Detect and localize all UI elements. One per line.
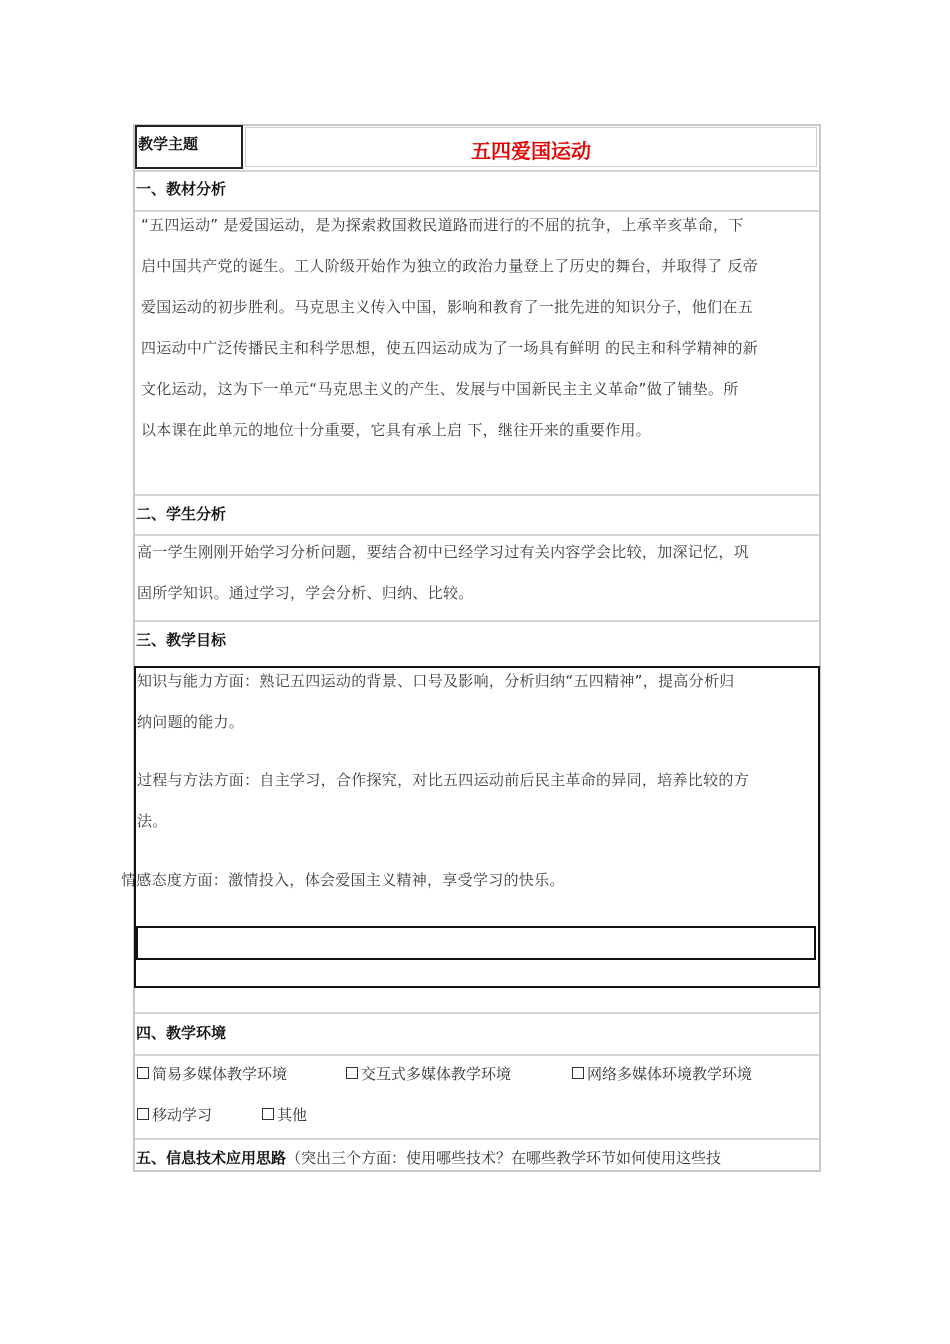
- paragraph-line: 启中国共产党的诞生。工人阶级开始作为独立的政治力量登上了历史的舞台，并取得了 反帝: [141, 257, 759, 275]
- checkbox-icon[interactable]: [346, 1067, 358, 1079]
- section-heading-material: 一、教材分析: [136, 180, 227, 198]
- option-simple-multimedia[interactable]: [137, 1063, 287, 1084]
- option-other[interactable]: [262, 1104, 307, 1125]
- paragraph-line: 法。: [137, 812, 168, 830]
- option-label: 其他: [277, 1106, 308, 1124]
- section-heading-it: 五、信息技术应用思路: [136, 1149, 287, 1167]
- paragraph-line: 过程与方法方面：自主学习，合作探究，对比五四运动前后民主革命的异同，培养比较的方: [137, 771, 750, 789]
- option-label: 移动学习: [152, 1106, 213, 1124]
- row-divider: [135, 1138, 819, 1140]
- goal-knowledge-text: [137, 661, 817, 743]
- option-interactive-multimedia[interactable]: [346, 1063, 511, 1084]
- section-heading-environment: 四、教学环境: [136, 1024, 227, 1042]
- paragraph-line: 固所学知识。通过学习，学会分析、归纳、比较。: [137, 584, 474, 602]
- paragraph-line: 文化运动，这为下一单元“马克思主义的产生、发展与中国新民主主义革命”做了铺垫。所: [141, 380, 739, 398]
- checkbox-icon[interactable]: [572, 1067, 584, 1079]
- checkbox-icon[interactable]: [137, 1067, 149, 1079]
- topic-label-cell: [135, 125, 243, 169]
- row-divider: [135, 1012, 819, 1014]
- section-5-row: [136, 1147, 721, 1168]
- option-label: 网络多媒体环境教学环境: [587, 1065, 753, 1083]
- section-heading-students: 二、学生分析: [136, 505, 227, 523]
- option-label: 交互式多媒体教学环境: [361, 1065, 512, 1083]
- material-analysis-text: [141, 205, 821, 451]
- paragraph-line: 知识与能力方面：熟记五四运动的背景、口号及影响，分析归纳“五四精神”，提高分析归: [137, 672, 735, 690]
- student-analysis-text: [137, 532, 817, 614]
- checkbox-icon[interactable]: [262, 1108, 274, 1120]
- page-title: 五四爱国运动: [471, 139, 591, 163]
- paragraph-line: 情感态度方面：激情投入，体会爱国主义精神，享受学习的快乐。: [121, 871, 565, 889]
- option-label: 简易多媒体教学环境: [152, 1065, 288, 1083]
- checkbox-icon[interactable]: [137, 1108, 149, 1120]
- topic-title-cell: [245, 127, 817, 167]
- paragraph-line: 爱国运动的初步胜利。马克思主义传入中国，影响和教育了一批先进的知识分子，他们在五: [141, 298, 754, 316]
- option-network-multimedia[interactable]: [572, 1063, 752, 1084]
- empty-box: [136, 926, 816, 960]
- topic-label: 教学主题: [138, 135, 199, 153]
- row-divider: [135, 494, 819, 496]
- goal-process-text: [137, 760, 817, 842]
- paragraph-line: 纳问题的能力。: [137, 713, 245, 731]
- row-divider: [135, 1054, 819, 1056]
- goal-emotion-text: [121, 860, 801, 901]
- row-divider: [135, 620, 819, 622]
- paragraph-line: 以本课在此单元的地位十分重要，它具有承上启 下，继往开来的重要作用。: [141, 421, 651, 439]
- section-heading-goals: 三、教学目标: [136, 631, 227, 649]
- section-note: （突出三个方面：使用哪些技术？在哪些教学环节如何使用这些技: [286, 1149, 722, 1167]
- paragraph-line: 四运动中广泛传播民主和科学思想，使五四运动成为了一场具有鲜明 的民主和科学精神的新: [141, 339, 759, 357]
- paragraph-line: 高一学生刚刚开始学习分析问题，要结合初中已经学习过有关内容学会比较，加深记忆，巩: [137, 543, 750, 561]
- paragraph-line: “五四运动” 是爱国运动，是为探索救国救民道路而进行的不屈的抗争，上承辛亥革命，下: [141, 216, 744, 234]
- option-mobile-learning[interactable]: [137, 1104, 212, 1125]
- row-divider: [135, 170, 819, 172]
